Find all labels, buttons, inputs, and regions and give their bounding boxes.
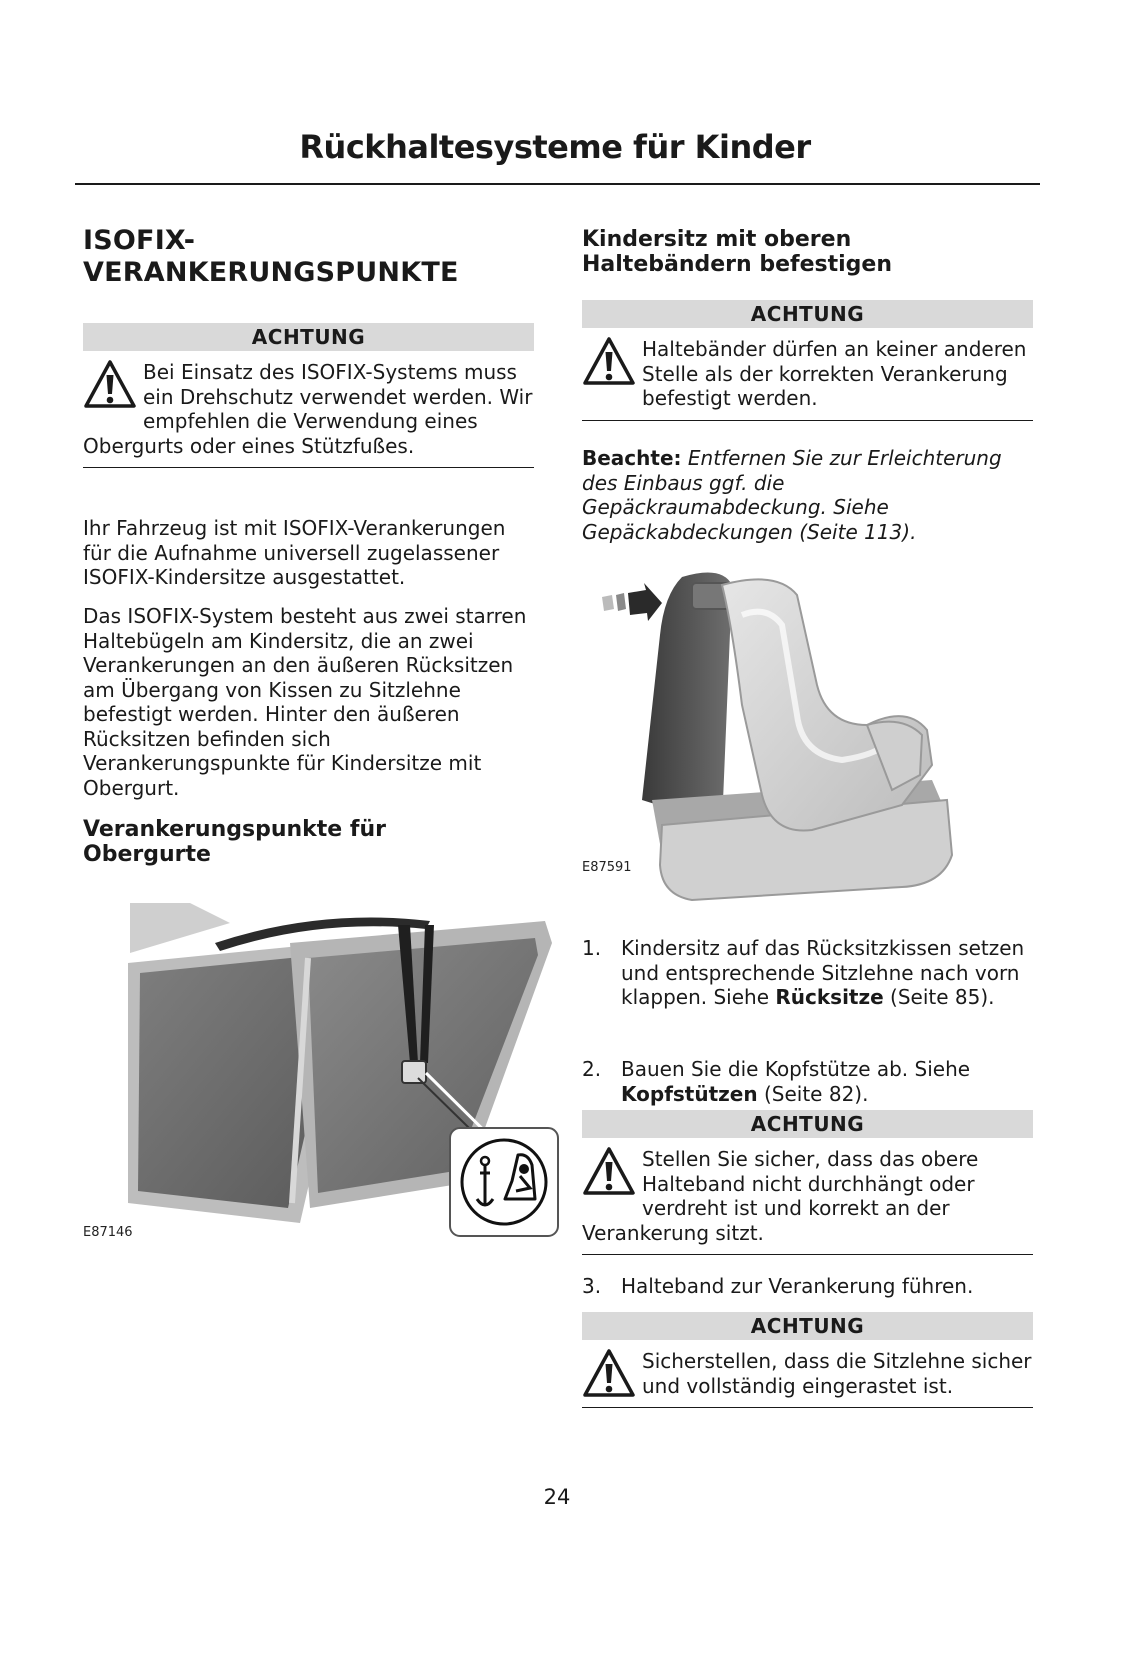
step-number: 1.	[582, 936, 602, 960]
warning-triangle-icon	[83, 358, 137, 412]
section-title-line1: ISOFIX-	[83, 225, 196, 256]
warning-box-tether-tension	[582, 1110, 1033, 1255]
step-text	[621, 1274, 1033, 1299]
warning-body	[582, 1138, 1033, 1255]
subsection-title-line2: Obergurte	[83, 842, 211, 868]
warning-text: Bei Einsatz des ISOFIX-Systems muss ein Drehschutz verwendet werden. Wir empfehlen die Verwendung eines Obergurts oder eines Stützfußes.	[83, 360, 533, 458]
step-number: 3.	[582, 1274, 602, 1298]
step-text-before: Bauen Sie die Kopfstütze ab. Siehe	[621, 1057, 971, 1081]
page-number: 24	[543, 1485, 571, 1509]
warning-body	[582, 1340, 1033, 1408]
page-title: Rückhaltesysteme für Kinder	[299, 128, 811, 166]
warning-triangle-icon	[582, 1347, 636, 1401]
warning-header: ACHTUNG	[582, 300, 1033, 328]
section-title-line2: VERANKERUNGSPUNKTE	[83, 257, 459, 289]
direction-arrow-icon	[628, 583, 662, 621]
rear-shelf	[130, 903, 230, 953]
figure-child-seat	[602, 565, 962, 905]
warning-box-isofix	[83, 323, 534, 468]
isofix-anchor-icon	[462, 1140, 546, 1224]
warning-header: ACHTUNG	[582, 1110, 1033, 1138]
figure-caption-e87146: E87146	[83, 1225, 133, 1240]
warning-text: Haltebänder dürfen an keiner anderen Stelle als der korrekten Verankerung befestigt werden.	[642, 337, 1027, 410]
step-text	[621, 1057, 1033, 1106]
step-text-after: (Seite 82).	[757, 1081, 869, 1106]
section-title-top-tether	[582, 227, 1033, 278]
warning-header: ACHTUNG	[582, 1312, 1033, 1340]
subsection-title-line1: Verankerungspunkte für	[83, 817, 386, 842]
step-text-after: (Seite 85).	[883, 985, 995, 1009]
section-title-line1: Kindersitz mit oberen	[582, 227, 852, 252]
warning-text: Sicherstellen, dass die Sitzlehne sicher und vollständig eingerastet ist.	[642, 1349, 1032, 1398]
paragraph-isofix-system: Das ISOFIX-System besteht aus zwei starren Haltebügeln am Kindersitz, die an zwei Verankerungen an den äußeren Rücksitzen am Übergang von Kissen zu Sitzlehne befestigt werden. Hinter den äußeren Rücksitzen befinden sich Verankerungspunkte für Kindersitze mit Obergurt.	[83, 604, 527, 800]
warning-body	[582, 328, 1033, 421]
figure-caption-e87591: E87591	[582, 860, 632, 875]
motion-mark-2	[616, 593, 626, 611]
warning-triangle-icon	[582, 1145, 636, 1199]
step-item-1	[582, 936, 1033, 1010]
paragraph-isofix-intro: Ihr Fahrzeug ist mit ISOFIX-Verankerungen für die Aufnahme universell zugelassener ISOFIX-Kindersitze ausgestattet.	[83, 516, 506, 589]
step-item-3	[582, 1274, 1033, 1299]
warning-box-backrest-locked	[582, 1312, 1033, 1408]
warning-triangle-icon	[582, 335, 636, 389]
section-title-line2: Haltebändern befestigen	[582, 252, 892, 278]
figure-tether-anchor	[120, 903, 560, 1243]
motion-mark-1	[602, 595, 614, 611]
section-title-isofix	[83, 225, 534, 290]
step-number: 2.	[582, 1057, 602, 1081]
anchor-bracket	[402, 1061, 426, 1083]
step-link-ruecksitze[interactable]: Rücksitze	[775, 985, 884, 1009]
warning-text: Stellen Sie sicher, dass das obere Halteband nicht durchhängt oder verdreht ist und korrekt an der Verankerung sitzt.	[582, 1147, 979, 1245]
title-divider	[75, 183, 1040, 185]
warning-box-tether-location	[582, 300, 1033, 421]
step-text	[621, 936, 1033, 1010]
note-label: Beachte:	[582, 446, 682, 470]
step-text-before: Kindersitz auf das Rücksitzkissen setzen und entsprechende Sitzlehne nach vorn klappen. Siehe	[621, 936, 1025, 1009]
step-text-before: Halteband zur Verankerung führen.	[621, 1274, 974, 1298]
warning-header: ACHTUNG	[83, 323, 534, 351]
subsection-title-tether-points	[83, 817, 534, 868]
note-paragraph	[582, 446, 1033, 544]
step-item-2	[582, 1057, 1033, 1106]
note-text: Entfernen Sie zur Erleichterung des Einbaus ggf. die Gepäckraumabdeckung. Siehe Gepäckabdeckungen (Seite 113).	[582, 446, 1002, 544]
step-link-kopfstuetzen[interactable]: Kopfstützen	[621, 1081, 758, 1106]
warning-body	[83, 351, 534, 468]
